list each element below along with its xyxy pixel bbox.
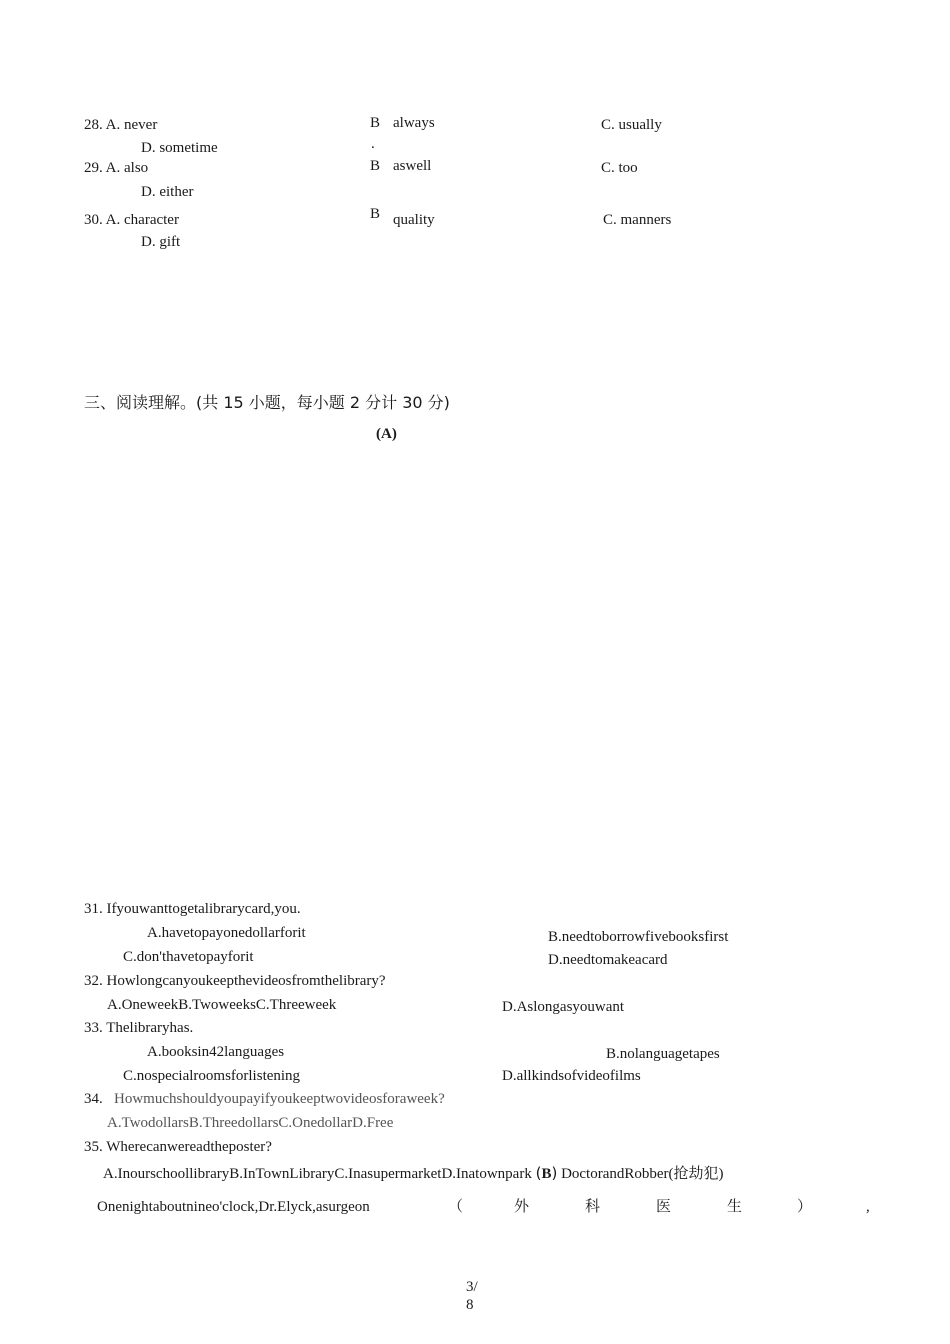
- option-28-b-letter: B: [370, 115, 381, 131]
- section-title: 三、阅读理解。(共 15 小题，每小题 2 分计 30 分): [84, 393, 450, 412]
- question-31-option-c: C.don'thavetopayforit: [123, 949, 254, 965]
- passage-b-paren-close: ）: [797, 1199, 813, 1215]
- question-31-option-a: A.havetopayonedollarforit: [147, 925, 306, 941]
- option-30-a: 30. A. character: [84, 212, 179, 228]
- option-30-b-letter: B: [370, 206, 381, 222]
- option-30-b: quality: [393, 212, 435, 228]
- question-31-stem: 31. Ifyouwanttogetalibrarycard,you.: [84, 901, 301, 917]
- part-b-paren-open: (: [535, 1164, 542, 1182]
- part-b-title: DoctorandRobber(抢劫犯): [561, 1166, 724, 1182]
- option-28-a: 28. A. never: [84, 117, 158, 133]
- question-33-option-a: A.booksin42languages: [147, 1044, 285, 1060]
- passage-b-char-4: 生: [727, 1199, 743, 1215]
- option-29-a: 29. A. also: [84, 160, 149, 176]
- passage-b-comma: ,: [866, 1199, 870, 1215]
- option-30-d: D. gift: [141, 234, 181, 250]
- passage-b-paren-open: （: [448, 1199, 464, 1215]
- question-35-options: A.InourschoollibraryB.InTownLibraryC.InasupermarketD.Inatownpark: [103, 1166, 532, 1182]
- question-34-stem: Howmuchshouldyoupayifyoukeeptwovideosforaweek?: [114, 1091, 445, 1107]
- option-29-b-letter: B: [370, 158, 381, 174]
- passage-b-char-1: 外: [514, 1199, 530, 1215]
- page-number: 3/: [466, 1279, 478, 1295]
- question-31-option-d: D.needtomakeacard: [548, 952, 668, 968]
- option-28-d: D. sometime: [141, 140, 218, 156]
- option-29-c: C. too: [601, 160, 638, 176]
- question-34-number: 34.: [84, 1091, 103, 1107]
- question-32-options-abc: A.OneweekB.TwoweeksC.Threeweek: [107, 997, 337, 1013]
- passage-b-char-2: 科: [585, 1199, 601, 1215]
- option-28-b-dot: .: [371, 136, 375, 152]
- page-total: 8: [466, 1297, 474, 1313]
- question-31-option-b: B.needtoborrowfivebooksfirst: [548, 929, 729, 945]
- question-33-stem: 33. Thelibraryhas.: [84, 1020, 194, 1036]
- part-a-label: (A): [376, 426, 397, 442]
- option-28-c: C. usually: [601, 117, 662, 133]
- question-33-option-d: D.allkindsofvideofilms: [502, 1068, 641, 1084]
- question-32-stem: 32. Howlongcanyoukeepthevideosfromthelibrary?: [84, 973, 386, 989]
- option-29-b: aswell: [393, 158, 432, 174]
- option-30-c: C. manners: [603, 212, 672, 228]
- question-35-line: [103, 1164, 724, 1183]
- part-b-label: B: [541, 1166, 552, 1182]
- question-32-option-d: D.Aslongasyouwant: [502, 999, 625, 1015]
- option-28-b: always: [393, 115, 435, 131]
- question-33-option-b: B.nolanguagetapes: [606, 1046, 720, 1062]
- part-b-paren-close: ): [551, 1164, 558, 1182]
- passage-b-char-3: 医: [656, 1199, 672, 1215]
- question-33-option-c: C.nospecialroomsforlistening: [123, 1068, 301, 1084]
- question-34-options: A.TwodollarsB.ThreedollarsC.OnedollarD.Free: [107, 1115, 394, 1131]
- passage-b-text: Onenightaboutnineo'clock,Dr.Elyck,asurgeon: [97, 1199, 370, 1215]
- option-29-d: D. either: [141, 184, 194, 200]
- question-35-stem: 35. Wherecanwereadtheposter?: [84, 1139, 272, 1155]
